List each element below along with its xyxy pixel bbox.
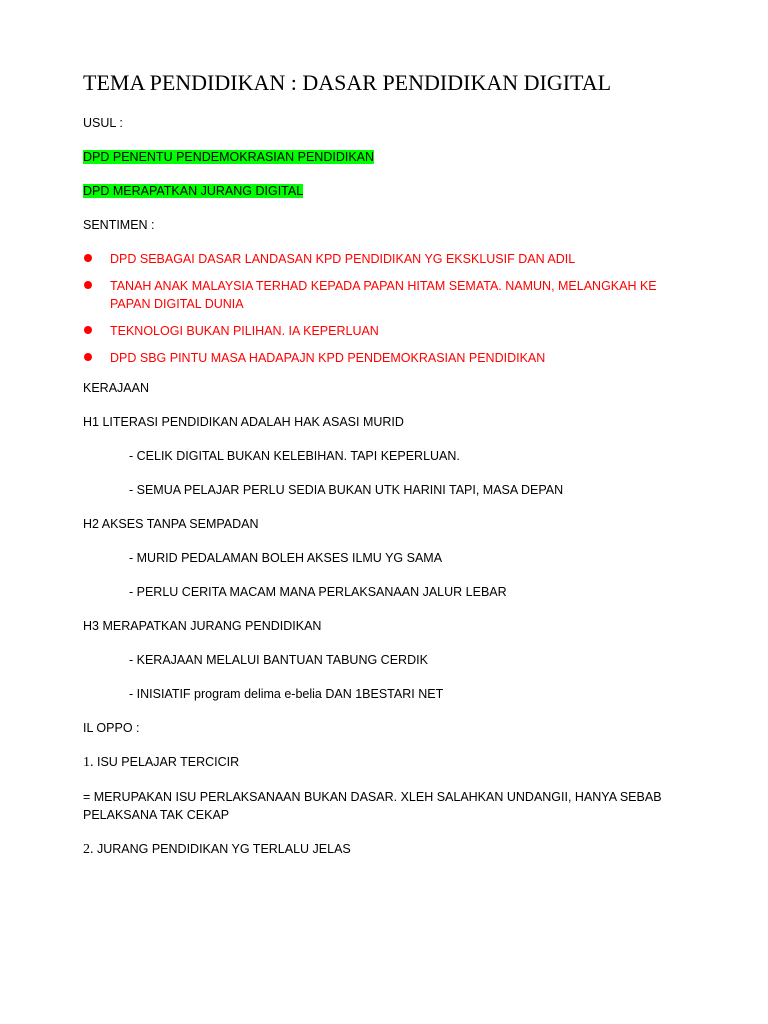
bullet-dot-icon [84, 353, 92, 361]
h3-point: - KERAJAAN MELALUI BANTUAN TABUNG CERDIK [129, 653, 428, 667]
usul-item-2: DPD MERAPATKAN JURANG DIGITAL [83, 184, 304, 198]
h3-point: - INISIATIF program delima e-belia DAN 1BESTARI NET [129, 687, 444, 701]
kerajaan-label: KERAJAAN [83, 381, 149, 395]
h3-heading: H3 MERAPATKAN JURANG PENDIDIKAN [83, 619, 322, 633]
bullet-dot-icon [84, 281, 92, 289]
sentimen-bullet-item [83, 322, 663, 340]
sentimen-bullet-text: TANAH ANAK MALAYSIA TERHAD KEPADA PAPAN HITAM SEMATA. NAMUN, MELANGKAH KE PAPAN DIGITAL DUNIA [110, 279, 657, 311]
bullet-dot-icon [84, 326, 92, 334]
oppo-point-2-number: 2. [83, 842, 94, 857]
h2-heading: H2 AKSES TANPA SEMPADAN [83, 517, 259, 531]
sentimen-bullet-item [83, 349, 663, 367]
oppo-point-1-rebuttal: = MERUPAKAN ISU PERLAKSANAAN BUKAN DASAR. XLEH SALAHKAN UNDANGII, HANYA SEBAB PELAKSANA TAK CEKAP [83, 790, 662, 822]
sentimen-bullet-text: TEKNOLOGI BUKAN PILIHAN. IA KEPERLUAN [110, 324, 379, 338]
sentimen-label: SENTIMEN : [83, 218, 155, 232]
bullet-dot-icon [84, 254, 92, 262]
oppo-label: IL OPPO : [83, 721, 140, 735]
h2-point: - PERLU CERITA MACAM MANA PERLAKSANAAN JALUR LEBAR [129, 585, 507, 599]
h1-point: - SEMUA PELAJAR PERLU SEDIA BUKAN UTK HARINI TAPI, MASA DEPAN [129, 483, 564, 497]
oppo-point-2-text: JURANG PENDIDIKAN YG TERLALU JELAS [96, 842, 351, 856]
oppo-point-2 [83, 840, 663, 859]
oppo-point-1 [83, 753, 663, 772]
sentimen-bullet-text: DPD SEBAGAI DASAR LANDASAN KPD PENDIDIKAN YG EKSKLUSIF DAN ADIL [110, 252, 576, 266]
h1-point: - CELIK DIGITAL BUKAN KELEBIHAN. TAPI KEPERLUAN. [129, 449, 460, 463]
document-title: TEMA PENDIDIKAN : DASAR PENDIDIKAN DIGITAL [83, 70, 612, 95]
usul-item-1: DPD PENENTU PENDEMOKRASIAN PENDIDIKAN [83, 150, 375, 164]
h1-heading: H1 LITERASI PENDIDIKAN ADALAH HAK ASASI MURID [83, 415, 404, 429]
h2-point: - MURID PEDALAMAN BOLEH AKSES ILMU YG SAMA [129, 551, 443, 565]
sentimen-bullet-text: DPD SBG PINTU MASA HADAPAJN KPD PENDEMOKRASIAN PENDIDIKAN [110, 351, 546, 365]
oppo-point-1-text: ISU PELAJAR TERCICIR [96, 755, 240, 769]
oppo-point-1-number: 1. [83, 755, 94, 770]
document-body [83, 68, 663, 875]
sentimen-bullet-list [83, 250, 663, 367]
sentimen-bullet-item [83, 277, 663, 313]
sentimen-bullet-item [83, 250, 663, 268]
usul-label: USUL : [83, 116, 123, 130]
